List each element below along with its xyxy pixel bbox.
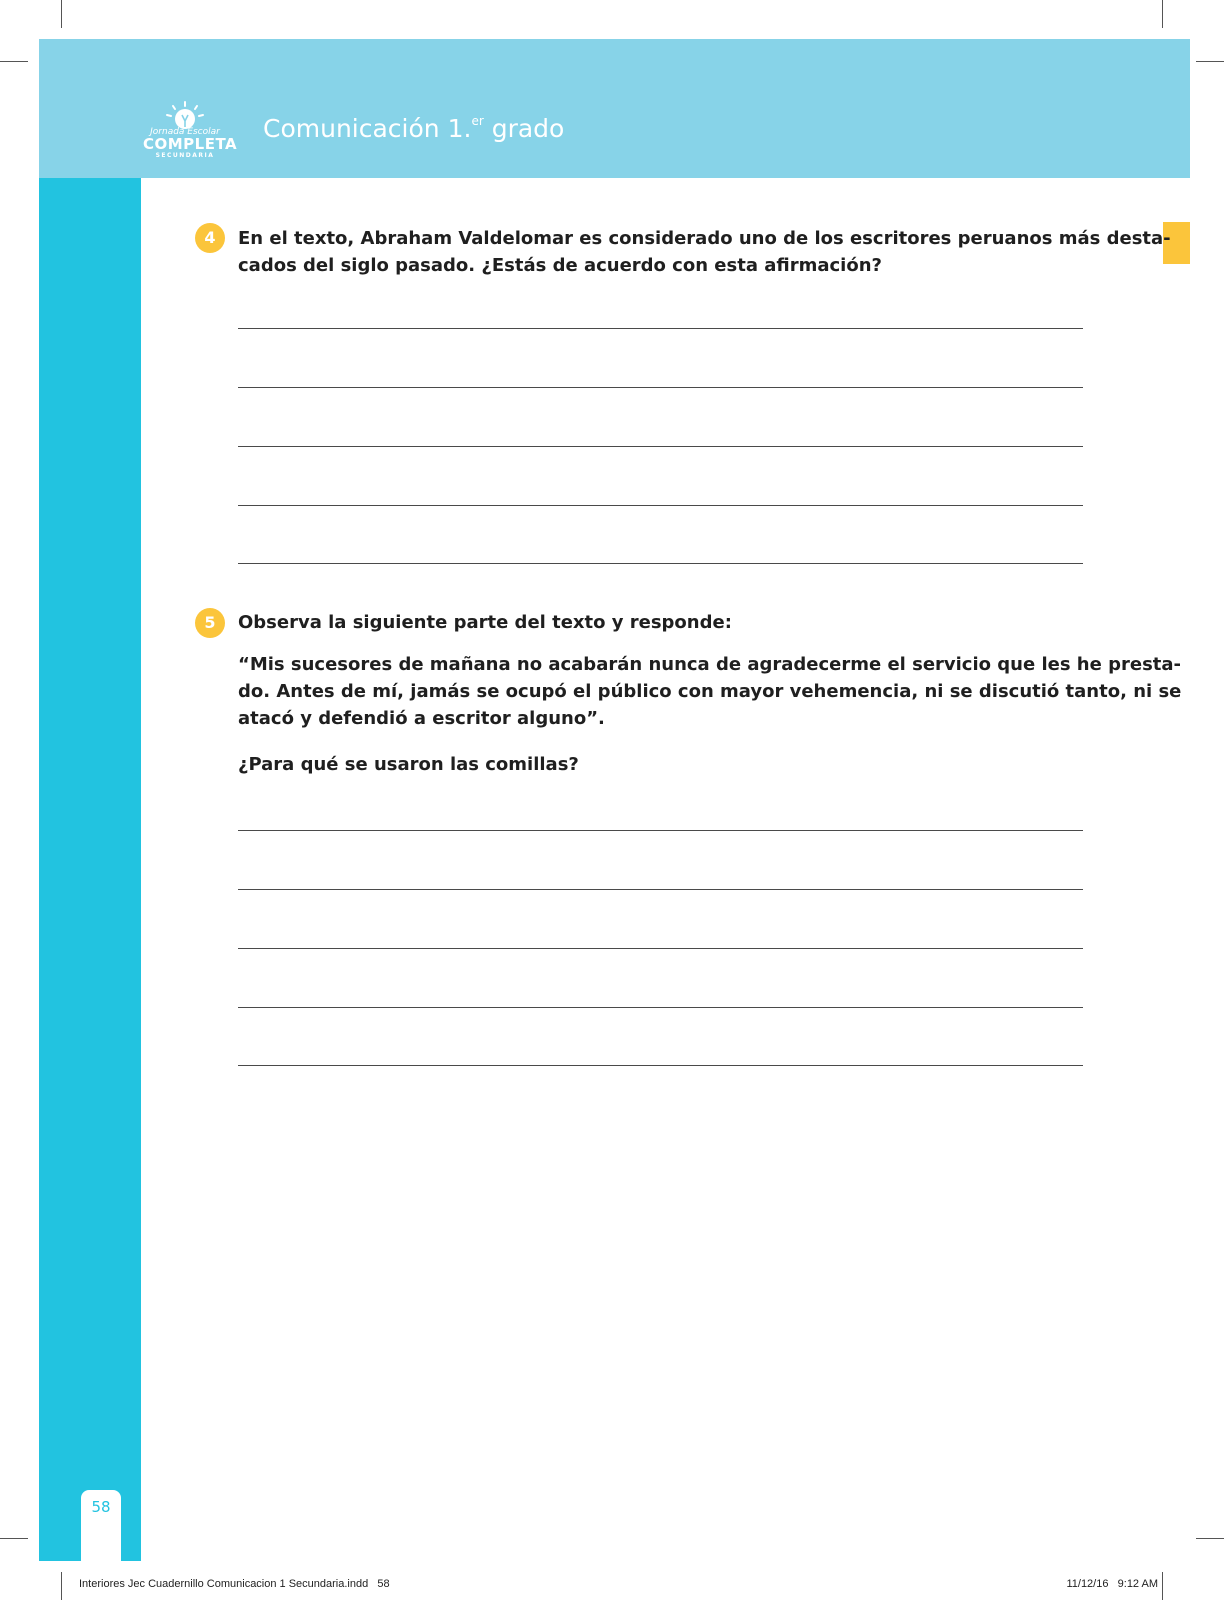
quote-line: atacó y defendió a escritor alguno”. bbox=[238, 708, 605, 729]
title-main: Comunicación 1. bbox=[263, 114, 472, 143]
footer-date-time: 11/12/16 9:12 AM bbox=[1066, 1578, 1158, 1590]
title-superscript: er bbox=[471, 114, 484, 128]
page-number: 58 bbox=[91, 1498, 111, 1516]
crop-mark bbox=[1162, 1572, 1163, 1600]
crop-mark bbox=[61, 1572, 62, 1600]
page-number-tab bbox=[81, 1490, 121, 1561]
answer-line[interactable] bbox=[238, 830, 1083, 831]
logo-line-2: COMPLETA bbox=[143, 135, 238, 153]
crop-mark bbox=[61, 0, 62, 28]
question-4-line: En el texto, Abraham Valdelomar es considerado uno de los escritores peruanos más desta- bbox=[238, 228, 1171, 249]
question-5-prompt: Observa la siguiente parte del texto y responde: bbox=[238, 612, 732, 633]
answer-line[interactable] bbox=[238, 1007, 1083, 1008]
answer-line[interactable] bbox=[238, 505, 1083, 506]
question-4-line: cados del siglo pasado. ¿Estás de acuerdo con esta afirmación? bbox=[238, 255, 882, 276]
logo-line-1: Jornada Escolar bbox=[150, 127, 220, 137]
question-5-question: ¿Para qué se usaron las comillas? bbox=[238, 754, 579, 775]
jornada-escolar-logo bbox=[143, 100, 238, 160]
answer-line[interactable] bbox=[238, 387, 1083, 388]
answer-line[interactable] bbox=[238, 446, 1083, 447]
question-number-badge: 5 bbox=[195, 608, 225, 638]
crop-mark bbox=[1196, 1538, 1224, 1539]
logo-line-3: SECUNDARIA bbox=[155, 152, 215, 159]
quote-line: “Mis sucesores de mañana no acabarán nunca de agradecerme el servicio que les he presta- bbox=[238, 654, 1182, 675]
crop-mark bbox=[0, 61, 28, 62]
page-title bbox=[263, 114, 564, 143]
footer-file-info: Interiores Jec Cuadernillo Comunicacion 1 Secundaria.indd 58 bbox=[79, 1578, 390, 1590]
crop-mark bbox=[1162, 0, 1163, 28]
answer-line[interactable] bbox=[238, 1065, 1083, 1066]
answer-line[interactable] bbox=[238, 563, 1083, 564]
title-end: grado bbox=[483, 114, 565, 143]
crop-mark bbox=[0, 1538, 28, 1539]
crop-mark bbox=[1196, 61, 1224, 62]
left-sidebar-band bbox=[39, 178, 141, 1561]
quote-line: do. Antes de mí, jamás se ocupó el público con mayor vehemencia, ni se discutió tanto, ni se bbox=[238, 681, 1182, 702]
question-number-badge: 4 bbox=[195, 223, 225, 253]
answer-line[interactable] bbox=[238, 328, 1083, 329]
answer-line[interactable] bbox=[238, 948, 1083, 949]
answer-line[interactable] bbox=[238, 889, 1083, 890]
